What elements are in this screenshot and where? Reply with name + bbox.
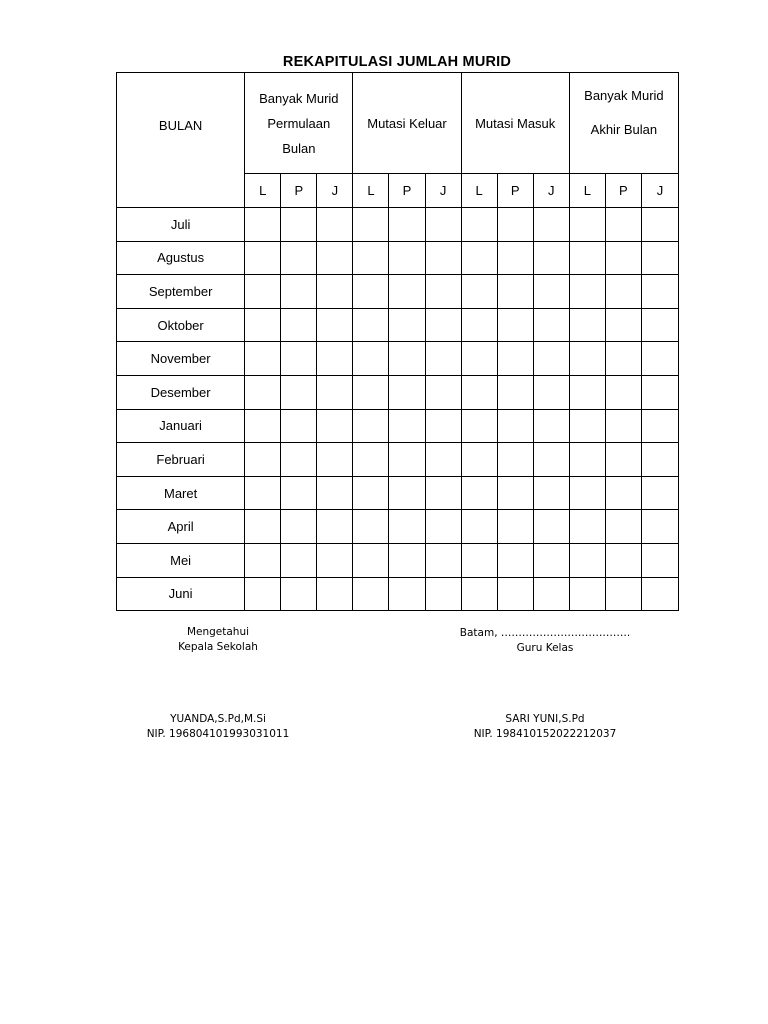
month-label: Oktober: [117, 308, 245, 342]
empty-cell: [389, 308, 425, 342]
empty-cell: [425, 208, 461, 242]
empty-cell: [317, 342, 353, 376]
subheader-j: J: [425, 174, 461, 208]
empty-cell: [425, 241, 461, 275]
empty-cell: [425, 275, 461, 309]
empty-cell: [605, 375, 641, 409]
empty-cell: [281, 275, 317, 309]
empty-cell: [461, 208, 497, 242]
empty-cell: [281, 577, 317, 611]
empty-cell: [245, 543, 281, 577]
month-label: Agustus: [117, 241, 245, 275]
empty-cell: [353, 342, 389, 376]
empty-cell: [641, 577, 678, 611]
empty-cell: [569, 543, 605, 577]
signature-right-block: [435, 626, 655, 656]
empty-cell: [317, 308, 353, 342]
empty-cell: [317, 476, 353, 510]
empty-cell: [569, 443, 605, 477]
empty-cell: [353, 409, 389, 443]
empty-cell: [353, 275, 389, 309]
month-label: Mei: [117, 543, 245, 577]
month-label: September: [117, 275, 245, 309]
table-row: [117, 510, 679, 544]
empty-cell: [641, 241, 678, 275]
empty-cell: [569, 342, 605, 376]
empty-cell: [569, 275, 605, 309]
empty-cell: [245, 208, 281, 242]
table-row: [117, 241, 679, 275]
empty-cell: [317, 375, 353, 409]
empty-cell: [641, 409, 678, 443]
empty-cell: [497, 476, 533, 510]
empty-cell: [533, 208, 569, 242]
empty-cell: [641, 443, 678, 477]
signature-left-line2: Kepala Sekolah: [178, 641, 258, 653]
empty-cell: [245, 375, 281, 409]
empty-cell: [317, 409, 353, 443]
empty-cell: [605, 275, 641, 309]
group-header-line: Banyak Murid: [259, 90, 339, 106]
empty-cell: [389, 443, 425, 477]
empty-cell: [461, 342, 497, 376]
empty-cell: [425, 577, 461, 611]
empty-cell: [389, 342, 425, 376]
table-row: [117, 476, 679, 510]
empty-cell: [245, 275, 281, 309]
empty-cell: [569, 308, 605, 342]
empty-cell: [353, 443, 389, 477]
empty-cell: [569, 577, 605, 611]
empty-cell: [533, 476, 569, 510]
group-header-line: Permulaan: [267, 115, 331, 131]
empty-cell: [569, 208, 605, 242]
empty-cell: [533, 308, 569, 342]
empty-cell: [317, 543, 353, 577]
empty-cell: [533, 577, 569, 611]
empty-cell: [497, 342, 533, 376]
empty-cell: [245, 241, 281, 275]
empty-cell: [533, 510, 569, 544]
empty-cell: [641, 275, 678, 309]
empty-cell: [425, 543, 461, 577]
empty-cell: [245, 443, 281, 477]
empty-cell: [605, 476, 641, 510]
empty-cell: [389, 409, 425, 443]
empty-cell: [605, 510, 641, 544]
empty-cell: [461, 308, 497, 342]
empty-cell: [605, 409, 641, 443]
empty-cell: [425, 443, 461, 477]
empty-cell: [425, 375, 461, 409]
empty-cell: [569, 375, 605, 409]
empty-cell: [605, 443, 641, 477]
empty-cell: [533, 342, 569, 376]
subheader-p: P: [605, 174, 641, 208]
empty-cell: [425, 342, 461, 376]
subheader-j: J: [317, 174, 353, 208]
table-row: [117, 577, 679, 611]
empty-cell: [281, 409, 317, 443]
empty-cell: [641, 308, 678, 342]
empty-cell: [353, 510, 389, 544]
empty-cell: [497, 275, 533, 309]
group-header-permulaan: [245, 73, 353, 174]
empty-cell: [497, 443, 533, 477]
signature-left-name: YUANDA,S.Pd,M.Si: [170, 713, 266, 725]
empty-cell: [497, 375, 533, 409]
signature-right-name: SARI YUNI,S.Pd: [505, 713, 585, 725]
empty-cell: [389, 275, 425, 309]
empty-cell: [605, 342, 641, 376]
month-label: Juni: [117, 577, 245, 611]
empty-cell: [425, 476, 461, 510]
empty-cell: [353, 543, 389, 577]
empty-cell: [281, 476, 317, 510]
subheader-l: L: [353, 174, 389, 208]
month-label: April: [117, 510, 245, 544]
document-title: REKAPITULASI JUMLAH MURID: [282, 54, 512, 70]
group-header-line: Mutasi Keluar: [367, 115, 447, 131]
empty-cell: [389, 543, 425, 577]
empty-cell: [281, 510, 317, 544]
empty-cell: [533, 409, 569, 443]
signature-right-nip: NIP. 198410152022212037: [473, 728, 617, 740]
empty-cell: [317, 510, 353, 544]
empty-cell: [245, 510, 281, 544]
empty-cell: [389, 208, 425, 242]
signature-left-identity: [118, 712, 318, 742]
empty-cell: [389, 510, 425, 544]
empty-cell: [245, 577, 281, 611]
empty-cell: [533, 543, 569, 577]
empty-cell: [281, 443, 317, 477]
group-header-line: Bulan: [282, 140, 316, 156]
month-label: Februari: [117, 443, 245, 477]
empty-cell: [569, 510, 605, 544]
empty-cell: [353, 476, 389, 510]
subheader-p: P: [281, 174, 317, 208]
table-row: [117, 208, 679, 242]
month-label: Juli: [117, 208, 245, 242]
month-label: November: [117, 342, 245, 376]
empty-cell: [353, 241, 389, 275]
signature-left-nip: NIP. 196804101993031011: [146, 728, 290, 740]
empty-cell: [605, 308, 641, 342]
table-row: [117, 375, 679, 409]
empty-cell: [533, 241, 569, 275]
empty-cell: [497, 409, 533, 443]
signature-left-block: [118, 625, 318, 655]
empty-cell: [317, 241, 353, 275]
empty-cell: [245, 308, 281, 342]
empty-cell: [461, 241, 497, 275]
group-header-mutasi-masuk: [461, 73, 569, 174]
signature-right-identity: [435, 712, 655, 742]
empty-cell: [497, 577, 533, 611]
empty-cell: [425, 308, 461, 342]
empty-cell: [605, 241, 641, 275]
empty-cell: [641, 510, 678, 544]
bulan-header: BULAN: [158, 117, 203, 133]
empty-cell: [641, 476, 678, 510]
empty-cell: [245, 342, 281, 376]
empty-cell: [281, 543, 317, 577]
empty-cell: [281, 241, 317, 275]
subheader-l: L: [461, 174, 497, 208]
signature-right-line1: Batam, ……………………………….: [459, 627, 631, 639]
subheader-l: L: [569, 174, 605, 208]
empty-cell: [605, 208, 641, 242]
signature-right-line2: Guru Kelas: [516, 642, 574, 654]
empty-cell: [353, 308, 389, 342]
empty-cell: [497, 308, 533, 342]
month-label: Desember: [117, 375, 245, 409]
rekap-table: [116, 72, 679, 611]
group-header-akhir-bulan: [569, 73, 678, 174]
group-header-line: Mutasi Masuk: [475, 115, 556, 131]
signature-left-line1: Mengetahui: [186, 626, 250, 638]
empty-cell: [461, 476, 497, 510]
subheader-j: J: [641, 174, 678, 208]
group-header-line: Banyak Murid: [584, 88, 664, 103]
table-row: [117, 308, 679, 342]
table-row: [117, 342, 679, 376]
empty-cell: [281, 208, 317, 242]
empty-cell: [245, 409, 281, 443]
table-row: [117, 443, 679, 477]
empty-cell: [533, 375, 569, 409]
table-row: [117, 409, 679, 443]
subheader-p: P: [389, 174, 425, 208]
empty-cell: [569, 409, 605, 443]
group-header-mutasi-keluar: [353, 73, 461, 174]
empty-cell: [641, 543, 678, 577]
empty-cell: [569, 476, 605, 510]
empty-cell: [281, 375, 317, 409]
empty-cell: [353, 208, 389, 242]
group-header-line: Akhir Bulan: [590, 122, 658, 137]
empty-cell: [533, 443, 569, 477]
empty-cell: [425, 409, 461, 443]
empty-cell: [497, 241, 533, 275]
empty-cell: [425, 510, 461, 544]
empty-cell: [353, 577, 389, 611]
empty-cell: [281, 342, 317, 376]
empty-cell: [497, 543, 533, 577]
table-row: [117, 543, 679, 577]
empty-cell: [281, 308, 317, 342]
empty-cell: [461, 275, 497, 309]
empty-cell: [461, 443, 497, 477]
empty-cell: [389, 577, 425, 611]
empty-cell: [605, 543, 641, 577]
empty-cell: [317, 208, 353, 242]
empty-cell: [641, 375, 678, 409]
empty-cell: [605, 577, 641, 611]
empty-cell: [461, 409, 497, 443]
empty-cell: [461, 577, 497, 611]
empty-cell: [317, 443, 353, 477]
empty-cell: [317, 275, 353, 309]
empty-cell: [317, 577, 353, 611]
empty-cell: [497, 510, 533, 544]
empty-cell: [461, 375, 497, 409]
subheader-j: J: [533, 174, 569, 208]
empty-cell: [389, 476, 425, 510]
bulan-header-cell: [117, 73, 245, 208]
empty-cell: [461, 543, 497, 577]
empty-cell: [389, 375, 425, 409]
empty-cell: [353, 375, 389, 409]
empty-cell: [245, 476, 281, 510]
empty-cell: [497, 208, 533, 242]
empty-cell: [461, 510, 497, 544]
table-row: [117, 275, 679, 309]
empty-cell: [641, 208, 678, 242]
subheader-l: L: [245, 174, 281, 208]
empty-cell: [569, 241, 605, 275]
header-row: [117, 73, 679, 174]
month-label: Januari: [117, 409, 245, 443]
empty-cell: [641, 342, 678, 376]
subheader-p: P: [497, 174, 533, 208]
empty-cell: [389, 241, 425, 275]
empty-cell: [533, 275, 569, 309]
month-label: Maret: [117, 476, 245, 510]
